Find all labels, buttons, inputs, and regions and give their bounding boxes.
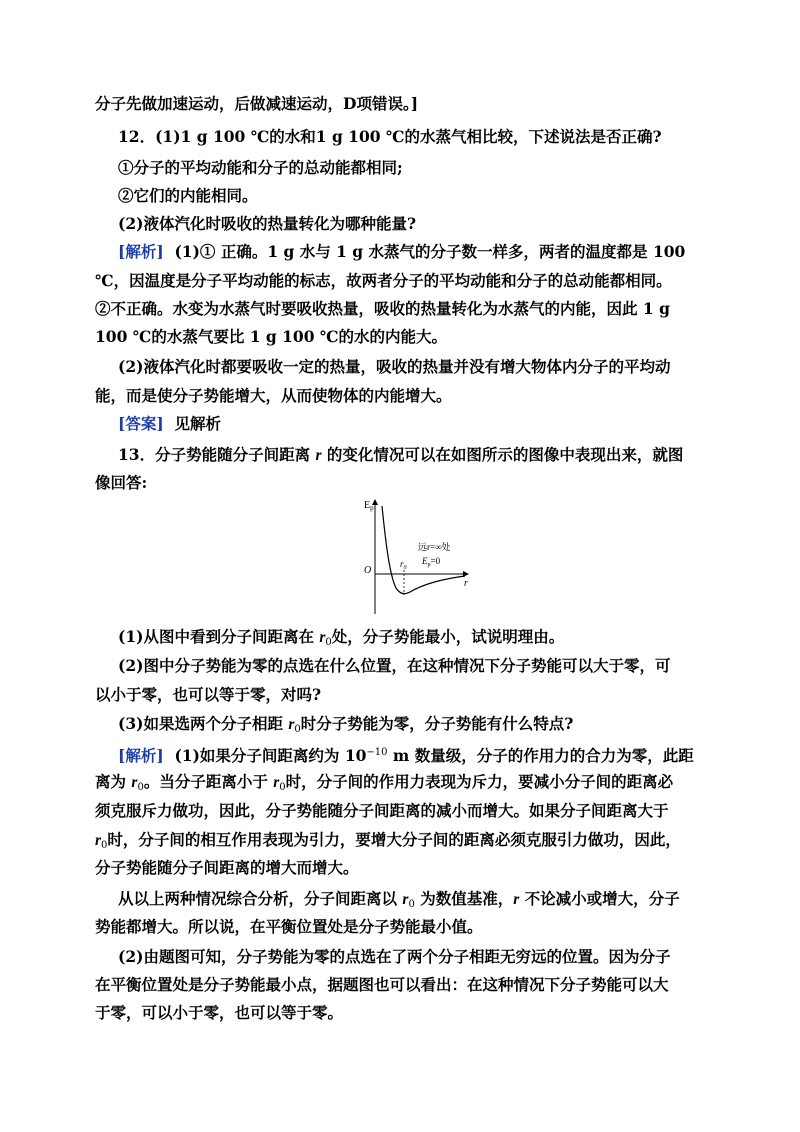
text: 。当分子距离小于 — [143, 772, 274, 791]
text: (1)如果分子间距离约为 10 — [174, 746, 367, 765]
answer-12-line-2: ℃，因温度是分子平均动能的标志，故两者分子的平均动能和分子的总动能都相同。 — [95, 271, 672, 290]
text: 的变化情况可以在如图所示的图像中表现出来，就图 — [321, 445, 684, 464]
var-r0: r — [319, 629, 326, 646]
var-r: r — [315, 447, 322, 464]
answer-12-line-3: ②不正确。水变为水蒸气时要吸收热量，吸收的热量转化为水蒸气的内能，因此 1 g — [95, 299, 670, 318]
answer-12-result — [118, 413, 221, 435]
text: 从以上两种情况综合分析，分子间距离以 — [118, 889, 403, 908]
answer-12-line-5: (2)液体汽化时都要吸收一定的热量，吸收的热量并没有增大物体内分子的平均动 — [118, 357, 671, 376]
text: 离为 — [95, 772, 132, 791]
answer-12-line-6: 能，而是使分子势能增大，从而使物体的内能增大。 — [95, 386, 452, 405]
x-axis-label: r — [464, 578, 468, 589]
answer-text: (1)① 正确。1 g 水与 1 g 水蒸气的分子数一样多，两者的温度都是 100 — [174, 242, 686, 261]
daan-text: 见解析 — [174, 414, 221, 433]
subscript: 0 — [294, 724, 301, 735]
y-axis-label: $E_p$ — [364, 500, 374, 512]
r0-label: $r_0$ — [400, 559, 407, 571]
answer-13-line-3: 须克服斥力做功，因此，分子势能随分子间距离的减小而增大。如果分子间距离大于 — [95, 801, 669, 820]
text: (1)从图中看到分子间距离在 — [118, 627, 320, 646]
text: 时，分子间的相互作用表现为引力，要增大分子间的距离必须克服引力做功，因此， — [107, 830, 681, 849]
question-13-line-1 — [118, 444, 683, 467]
text: 不论减小或增大，分子 — [519, 889, 680, 908]
question-13-item-3 — [118, 713, 573, 741]
question-12-item-1: ①分子的平均动能和分子的总动能都相同; — [118, 158, 403, 177]
answer-13-line-1 — [118, 742, 694, 767]
ep-zero-note: $E_p=0$ — [422, 556, 441, 568]
var-r0: r — [95, 832, 102, 849]
subscript: 0 — [408, 899, 415, 910]
daan-tag: [答案] — [118, 414, 164, 433]
answer-13-line-6 — [118, 888, 680, 916]
question-12-item-3: (2)液体汽化时吸收的热量转化为哪种能量? — [118, 214, 417, 233]
question-13-line-2: 像回答: — [95, 473, 148, 492]
subscript: 0 — [279, 782, 286, 793]
answer-13-line-2 — [95, 771, 673, 799]
text: 时分子势能为零，分子势能有什么特点? — [300, 714, 574, 733]
jiexi-tag: [解析] — [118, 242, 164, 261]
answer-13-line-8: (2)由题图可知，分子势能为零的点选在了两个分子相距无穷远的位置。因为分子 — [118, 947, 671, 966]
text: 处，分子势能最小，试说明理由。 — [331, 627, 565, 646]
answer-13-line-5: 分子势能随分子间距离的增大而增大。 — [95, 858, 359, 877]
text: m 数量级，分子的作用力的合力为零，此距 — [387, 746, 694, 765]
text-line: 分子先做加速运动，后做减速运动，D项错误。] — [95, 94, 419, 113]
answer-12-line-4: 100 ℃的水蒸气要比 1 g 100 ℃的水的内能大。 — [95, 327, 447, 346]
jiexi-tag: [解析] — [118, 746, 164, 765]
answer-13-line-9: 在平衡位置处是分子势能最小点，据题图也可以看出：在这种情况下分子势能可以大 — [95, 975, 669, 994]
text: (3)如果选两个分子相距 — [118, 714, 289, 733]
answer-13-line-4 — [95, 829, 681, 857]
question-12-item-2: ②它们的内能相同。 — [118, 186, 258, 205]
question-13-item-1 — [118, 626, 564, 654]
question-13-item-2b: 以小于零，也可以等于零，对吗? — [95, 685, 322, 704]
var-r0: r — [288, 716, 295, 733]
question-12-head: 12．(1)1 g 100 ℃的水和1 g 100 ℃的水蒸气相比较，下述说法是否正确? — [118, 127, 662, 146]
answer-13-line-10: 于零，可以小于零，也可以等于零。 — [95, 1003, 344, 1022]
var-r: r — [513, 891, 520, 908]
text: 为数值基准， — [414, 889, 514, 908]
var-r0: r — [273, 774, 280, 791]
subscript: 0 — [325, 637, 332, 648]
answer-12-line-1 — [118, 241, 685, 263]
subscript: 0 — [101, 840, 108, 851]
subscript: 0 — [137, 782, 144, 793]
question-13-item-2a: (2)图中分子势能为零的点选在什么位置，在这种情况下分子势能可以大于零，可 — [118, 656, 671, 675]
text: 时，分子间的作用力表现为斥力，要减小分子间的距离必 — [285, 772, 674, 791]
potential-energy-figure — [340, 496, 480, 618]
var-r0: r — [131, 774, 138, 791]
origin-label: O — [364, 565, 372, 576]
answer-13-line-7: 势能都增大。所以说，在平衡位置处是分子势能最小值。 — [95, 917, 483, 936]
var-r0: r — [402, 891, 409, 908]
far-note: 远r=∞处 — [418, 542, 451, 552]
text: 13．分子势能随分子间距离 — [118, 445, 316, 464]
superscript: −10 — [366, 747, 388, 758]
